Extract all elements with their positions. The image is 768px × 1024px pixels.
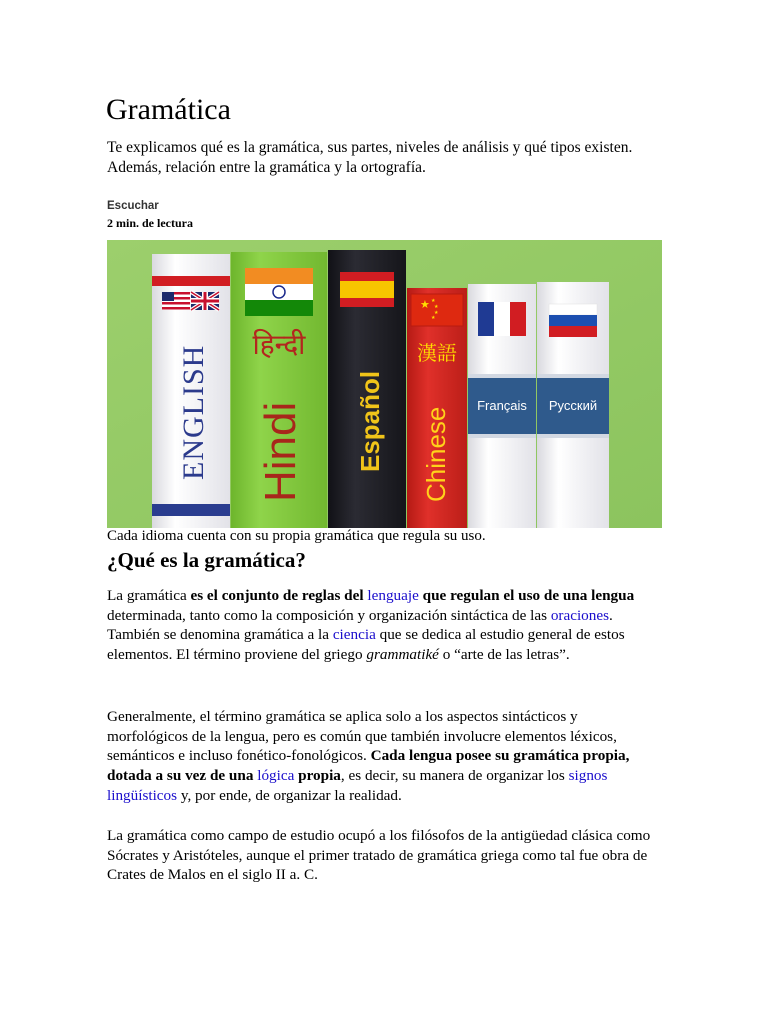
book-chinese — [407, 288, 467, 528]
svg-text:★: ★ — [434, 310, 439, 316]
p2-text-2: , es decir, su manera de organizar los — [340, 767, 569, 785]
book-russian-label: Русский — [548, 398, 598, 413]
book-espanol-label: Español — [355, 370, 385, 472]
india-flag-icon — [245, 268, 313, 316]
link-logica[interactable]: lógica — [257, 767, 295, 785]
chinese-script-label: 漢語 — [417, 343, 457, 365]
book-hindi-label: Hindi — [256, 401, 305, 502]
us-flag-icon — [162, 292, 190, 310]
p1-text-2: determinada, tanto como la composición y organización sintáctica de las — [107, 606, 551, 624]
book-francais — [468, 284, 536, 528]
book-hindi — [231, 252, 327, 528]
p1-text-5: o “arte de las letras”. — [438, 646, 570, 664]
p2-bold-2: propia — [294, 767, 341, 785]
russia-flag-icon — [549, 304, 597, 337]
p1-text-4: que se dedica al estudio general de estos elementos. El término proviene del griego — [107, 626, 625, 664]
book-russian — [537, 282, 609, 528]
p1-italic-term: grammatiké — [366, 646, 439, 664]
hero-image — [107, 240, 662, 528]
p1-text-3: . También se denomina gramática a la — [107, 606, 613, 644]
uk-flag-icon — [191, 292, 219, 310]
spain-flag-icon — [340, 272, 394, 307]
book-espanol — [328, 250, 406, 528]
reading-time: 2 min. de lectura — [107, 216, 193, 230]
paragraph-1 — [107, 586, 662, 665]
section-heading: ¿Qué es la gramática? — [107, 548, 306, 572]
book-chinese-label: Chinese — [421, 406, 451, 502]
p2-bold-1: Cada lengua posee su gramática propia, dotada a su vez de una — [107, 747, 630, 785]
paragraph-2 — [107, 707, 662, 806]
book-english-label: ENGLISH — [177, 344, 210, 480]
svg-text:★: ★ — [420, 299, 430, 311]
p1-bold-1: es el conjunto de reglas del — [190, 587, 368, 604]
listen-button[interactable]: Escuchar — [107, 200, 159, 212]
image-caption: Cada idioma cuenta con su propia gramática que regula su uso. — [107, 528, 486, 544]
svg-text:★: ★ — [431, 298, 436, 304]
p2-text-3: y, por ende, de organizar la realidad. — [177, 786, 402, 804]
svg-text:★: ★ — [434, 304, 439, 310]
hindi-script-label: हिन्दी — [252, 329, 306, 360]
p1-bold-2: que regulan el uso de una lengua — [418, 587, 635, 604]
link-oraciones[interactable]: oraciones — [550, 606, 610, 624]
china-flag-icon — [411, 294, 463, 326]
france-flag-icon — [478, 302, 526, 336]
link-ciencia[interactable]: ciencia — [332, 626, 376, 644]
link-lenguaje[interactable]: lenguaje — [367, 587, 419, 604]
paragraph-3: La gramática como campo de estudio ocupó a los filósofos de la antigüedad clásica como Sócrates y Aristóteles, aunque el primer tratado de gramática griega como tal fue obra de Crates de Malos en el siglo II a. C. — [107, 827, 651, 884]
svg-text:★: ★ — [431, 315, 436, 321]
link-signos-linguisticos[interactable]: signos lingüísticos — [107, 767, 608, 804]
page-title: Gramática — [106, 93, 231, 126]
p1-text-1: La gramática — [107, 587, 191, 604]
book-english — [152, 254, 230, 528]
p2-text-1: Generalmente, el término gramática se aplica solo a los aspectos sintácticos y morfológicos de la lengua, pero es común que también involucre elementos léxicos, semánticos e incluso fonético-fonológicos. — [107, 708, 617, 765]
article-intro: Te explicamos qué es la gramática, sus partes, niveles de análisis y qué tipos existen. Además, relación entre la gramática y la ortografía. — [107, 139, 633, 176]
book-francais-label: Français — [477, 398, 527, 413]
